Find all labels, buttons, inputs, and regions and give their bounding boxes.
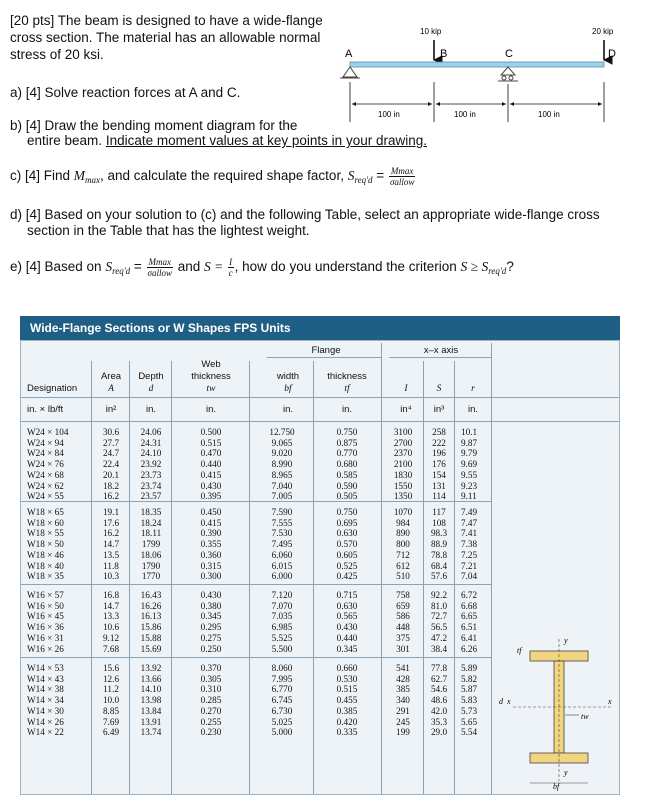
group-4-tf: 0.660 0.530 0.515 0.455 0.385 0.420 0.335 — [336, 663, 358, 738]
vrule-3 — [171, 361, 172, 794]
group-rule-3 — [21, 657, 491, 658]
point-a-label: A — [345, 48, 353, 60]
fig-d-label: d — [499, 697, 503, 706]
sub-reqd: req'd — [112, 266, 131, 277]
fraction-s-numerator: I — [229, 257, 233, 267]
pin-support-a — [343, 67, 357, 77]
fraction-s — [228, 257, 234, 278]
fraction-denominator: σallow — [389, 177, 415, 187]
question-a: a) [4] Solve reaction forces at A and C. — [10, 85, 241, 100]
group-3-i: 758 659 586 448 375 301 — [396, 590, 410, 654]
header-area-sym — [93, 383, 129, 395]
sym-s: S — [347, 168, 355, 184]
header-depth-sym — [131, 383, 171, 395]
unit-s: in³ — [433, 404, 445, 415]
group-3-area: 16.8 14.7 13.3 10.6 9.12 7.68 — [102, 590, 120, 654]
fig-y-label-top: y — [564, 636, 568, 645]
dim-label-1: 100 in — [378, 110, 400, 119]
fig-y-label-bottom: y — [564, 768, 568, 777]
group-1-designation: W24 × 104 W24 × 94 W24 × 84 W24 × 76 W24 × 68 W24 × 62 W24 × 55 — [27, 427, 69, 502]
header-depth: Depth — [138, 371, 164, 382]
sub-reqd: req'd — [354, 175, 373, 186]
fraction-e — [147, 257, 173, 278]
intro-line-2: cross section. The material has an allowable normal — [10, 30, 321, 45]
header-tf-sym: tf — [344, 384, 350, 394]
group-4-tw: 0.370 0.305 0.310 0.285 0.270 0.255 0.230 — [200, 663, 222, 738]
question-b-line-1: b) [4] Draw the bending moment diagram for the — [10, 118, 298, 133]
vrule-2 — [129, 361, 130, 794]
header-r-sym: r — [471, 384, 475, 394]
header-xx-axis: x–x axis — [423, 345, 459, 356]
group-2-r: 7.49 7.47 7.41 7.38 7.25 7.21 7.04 — [461, 507, 478, 582]
sym-s: S — [105, 259, 113, 275]
question-d-line-1: d) [4] Based on your solution to (c) and the following Table, select an appropriate wide-flange cross — [10, 207, 600, 222]
flange-rule — [267, 357, 381, 358]
header-web-thickness: thickness — [191, 371, 231, 382]
unit-tf: in. — [341, 404, 353, 415]
header-bf — [263, 383, 313, 395]
group-2-i: 1070 984 890 800 712 612 510 — [393, 507, 413, 582]
group-2-tf: 0.750 0.695 0.630 0.570 0.605 0.525 0.425 — [336, 507, 358, 582]
header-tf — [315, 383, 379, 395]
point-b-label: B — [440, 48, 448, 60]
header-bf-sym: bf — [284, 384, 292, 394]
group-rule-2 — [21, 584, 491, 585]
question-b-line-2 — [27, 133, 427, 149]
header-rule — [21, 397, 619, 398]
group-2-depth: 18.35 18.24 18.11 1799 18.06 1790 1770 — [140, 507, 162, 582]
question-b-underlined: Indicate moment values at key points in your drawing. — [105, 133, 427, 148]
fraction-denominator: σallow — [147, 268, 172, 278]
header-width: width — [276, 371, 300, 382]
group-4-designation: W14 × 53 W14 × 43 W14 × 38 W14 × 34 W14 × 30 W14 × 26 W14 × 22 — [27, 663, 64, 738]
group-1-r: 10.1 9.87 9.79 9.69 9.55 9.23 9.11 — [461, 427, 478, 502]
header-s-sym: S — [436, 384, 442, 394]
unit-area: in² — [105, 404, 117, 415]
group-1-depth: 24.06 24.31 24.10 23.92 23.73 23.74 23.57 — [140, 427, 162, 502]
header-i-sym: I — [404, 384, 408, 394]
question-c — [10, 166, 416, 188]
question-e-and: and — [174, 259, 205, 275]
fig-x-label: x — [608, 697, 612, 706]
group-2-s: 117 108 98.3 88.9 78.8 68.4 57.6 — [430, 507, 448, 582]
xx-rule — [389, 357, 491, 358]
s-equation: S = — [204, 259, 227, 275]
group-3-depth: 16.43 16.26 16.13 15.86 15.88 15.69 — [140, 590, 162, 654]
load-1-label: 10 kip — [420, 27, 442, 36]
vrule-1 — [91, 361, 92, 794]
question-c-mid: , and calculate the required shape factor, — [100, 168, 348, 184]
fig-bf-label: bf — [553, 782, 560, 791]
sym-m: M — [73, 168, 86, 184]
group-3-tw: 0.430 0.380 0.345 0.295 0.275 0.250 — [200, 590, 222, 654]
group-1-s: 258 222 196 176 154 131 114 — [432, 427, 446, 502]
dim-label-2: 100 in — [454, 110, 476, 119]
group-4-s: 77.8 62.7 54.6 48.6 42.0 35.3 29.0 — [430, 663, 448, 738]
group-2-tw: 0.450 0.415 0.390 0.355 0.360 0.315 0.300 — [200, 507, 222, 582]
dim-label-3: 100 in — [538, 110, 560, 119]
eq-sign: = — [130, 259, 146, 275]
unit-tw: in. — [205, 404, 217, 415]
question-d-line-2: section in the Table that has the lightest weight. — [27, 223, 310, 238]
group-1-bf: 12.750 9.065 9.020 8.990 8.965 7.040 7.005 — [269, 427, 295, 502]
group-3-s: 92.2 81.0 72.7 56.5 47.2 38.4 — [430, 590, 448, 654]
header-tw-sym: tw — [206, 384, 216, 394]
group-3-designation: W16 × 57 W16 × 50 W16 × 45 W16 × 36 W16 × 31 W16 × 26 — [27, 590, 64, 654]
header-tw — [176, 383, 246, 395]
unit-r: in. — [467, 404, 479, 415]
unit-designation: in. × lb/ft — [27, 404, 64, 415]
fig-x-label-left: x — [507, 697, 511, 706]
wide-flange-section-figure — [495, 631, 617, 793]
vrule-4 — [249, 361, 250, 794]
intro-line-3: stress of 20 ksi. — [10, 47, 104, 62]
question-b-text: entire beam. — [27, 133, 103, 148]
header-area: Area — [100, 371, 122, 382]
group-1-tf: 0.750 0.875 0.770 0.680 0.585 0.590 0.505 — [336, 427, 358, 502]
unit-rule — [21, 421, 619, 422]
fraction-c — [389, 166, 415, 187]
wide-flange-table — [20, 340, 620, 795]
group-4-bf: 8.060 7.995 6.770 6.745 6.730 5.025 5.000 — [271, 663, 293, 738]
fraction-numerator: Mmax — [148, 257, 172, 267]
group-2-bf: 7.590 7.555 7.530 7.495 6.060 6.015 6.000 — [271, 507, 293, 582]
unit-bf: in. — [282, 404, 294, 415]
unit-depth: in. — [145, 404, 157, 415]
header-designation: Designation — [27, 383, 78, 394]
criterion-sub: req'd — [488, 266, 507, 277]
question-e — [10, 257, 514, 279]
header-web: Web — [201, 359, 221, 370]
header-i — [389, 383, 423, 395]
intro-line-1: [20 pts] The beam is designed to have a wide-flange — [10, 13, 323, 28]
group-3-tf: 0.715 0.630 0.565 0.430 0.440 0.345 — [336, 590, 358, 654]
group-1-area: 30.6 27.7 24.7 22.4 20.1 18.2 16.2 — [102, 427, 120, 502]
beam-diagram — [330, 22, 630, 130]
beam-member — [350, 62, 604, 67]
fig-tw-label: tw — [581, 712, 589, 721]
sub-max: max — [85, 175, 101, 186]
question-e-mid: , how do you understand the criterion — [234, 259, 461, 275]
group-4-area: 15.6 12.6 11.2 10.0 8.85 7.69 6.49 — [102, 663, 120, 738]
fraction-numerator: Mmax — [390, 166, 414, 176]
header-r — [455, 383, 491, 395]
question-e-prefix: e) [4] Based on — [10, 259, 106, 275]
group-4-r: 5.89 5.82 5.87 5.83 5.73 5.65 5.54 — [461, 663, 478, 738]
roller-wheel-1 — [502, 76, 506, 80]
unit-i: in⁴ — [400, 404, 412, 415]
header-s — [424, 383, 454, 395]
vrule-6 — [381, 343, 382, 794]
point-d-label: D — [608, 48, 616, 60]
header-flange: Flange — [311, 345, 341, 356]
group-2-designation: W18 × 65 W18 × 60 W18 × 55 W18 × 50 W18 × 46 W18 × 40 W18 × 35 — [27, 507, 64, 582]
table-banner: Wide-Flange Sections or W Shapes FPS Units — [20, 316, 620, 340]
fig-tf-label: tf — [517, 646, 522, 655]
vrule-9 — [491, 343, 492, 794]
header-a-sym: A — [108, 384, 114, 394]
criterion: S ≥ S — [460, 259, 489, 275]
group-4-depth: 13.92 13.66 14.10 13.98 13.84 13.91 13.74 — [140, 663, 162, 738]
fraction-s-denominator: c — [228, 268, 233, 278]
load-2-label: 20 kip — [592, 27, 614, 36]
question-c-prefix: c) [4] Find — [10, 168, 74, 184]
group-3-bf: 7.120 7.070 7.035 6.985 5.525 5.500 — [271, 590, 293, 654]
eq-sign: = — [372, 168, 388, 184]
vrule-5 — [313, 361, 314, 794]
roller-support-c — [501, 67, 515, 75]
group-1-i: 3100 2700 2370 2100 1830 1550 1350 — [393, 427, 413, 502]
group-1-tw: 0.500 0.515 0.470 0.440 0.415 0.430 0.395 — [200, 427, 222, 502]
roller-wheel-2 — [509, 76, 513, 80]
group-2-area: 19.1 17.6 16.2 14.7 13.5 11.8 10.3 — [102, 507, 120, 582]
header-flange-thickness: thickness — [327, 371, 367, 382]
point-c-label: C — [505, 48, 513, 60]
group-4-i: 541 428 385 340 291 245 199 — [396, 663, 410, 738]
group-3-r: 6.72 6.68 6.65 6.51 6.41 6.26 — [461, 590, 478, 654]
question-mark: ? — [506, 259, 514, 275]
header-d-sym: d — [148, 384, 154, 394]
